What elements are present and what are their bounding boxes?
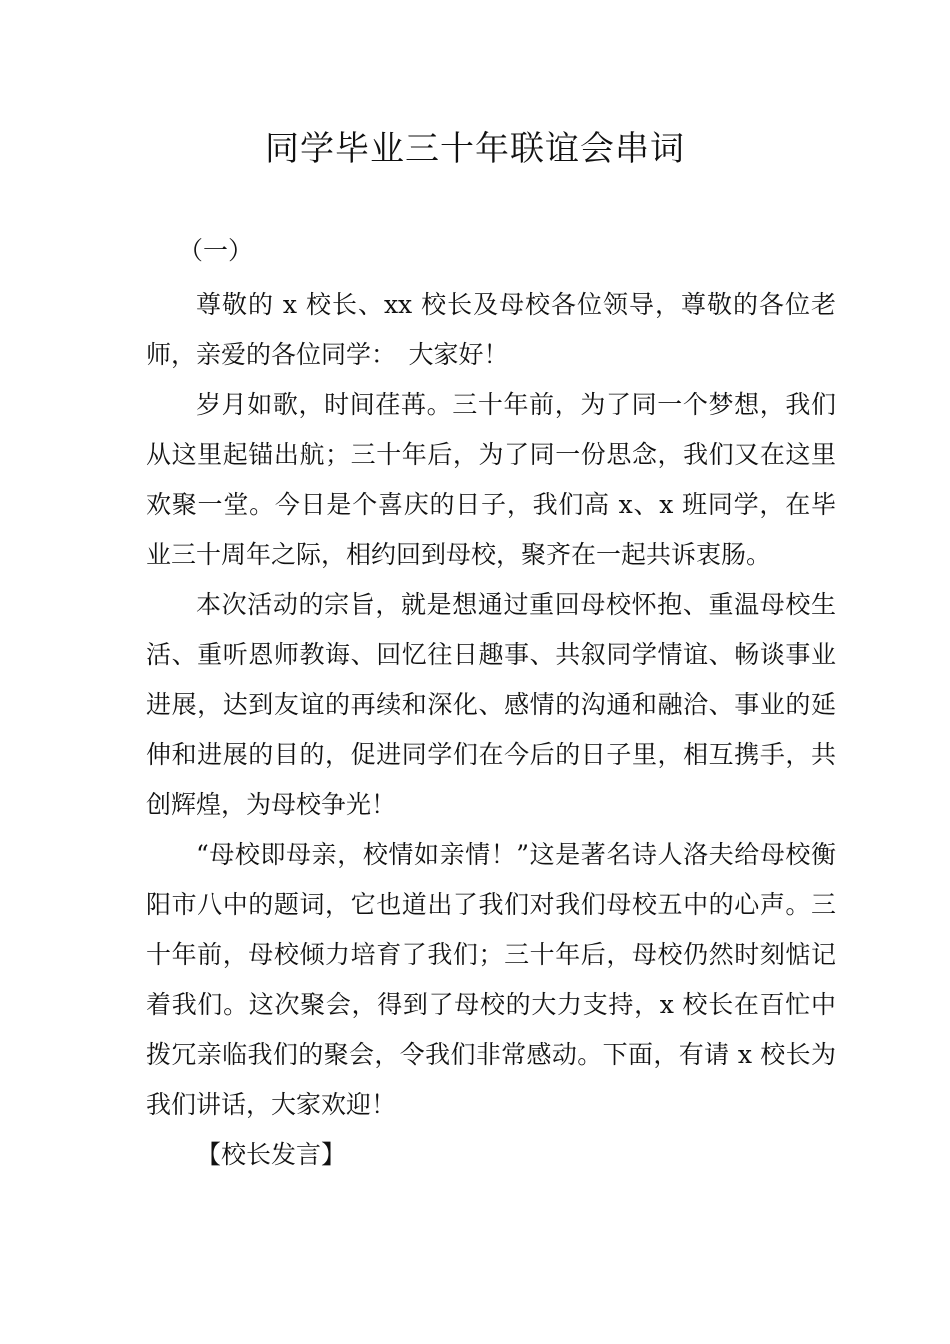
paragraph-greeting: 尊敬的 x 校长、xx 校长及母校各位领导，尊敬的各位老师，亲爱的各位同学： 大家好！: [146, 290, 836, 369]
section-label: （一）: [178, 236, 254, 265]
paragraph-opening: 岁月如歌，时间荏苒。三十年前，为了同一个梦想，我们从这里起锚出航；三十年后，为了同一份思念，我们又在这里欢聚一堂。今日是个喜庆的日子，我们高 x、x 班同学，在毕业三十周年之际，相约回到母校，聚齐在一起共诉衷肠。: [146, 390, 836, 569]
document-body: [146, 226, 836, 1180]
paragraph-purpose: 本次活动的宗旨，就是想通过重回母校怀抱、重温母校生活、重听恩师教诲、回忆往日趣事、共叙同学情谊、畅谈事业进展，达到友谊的再续和深化、感情的沟通和融洽、事业的延伸和进展的目的，促进同学们在今后的日子里，相互携手，共创辉煌，为母校争光！: [146, 590, 836, 819]
paragraph-principal-speech: 【校长发言】: [196, 1140, 347, 1169]
paragraph-school-tribute: “母校即母亲，校情如亲情！”这是著名诗人洛夫给母校衡阳市八中的题词，它也道出了我们对我们母校五中的心声。三十年前，母校倾力培育了我们；三十年后，母校仍然时刻惦记着我们。这次聚会，得到了母校的大力支持，x 校长在百忙中拨冗亲临我们的聚会，令我们非常感动。下面，有请 x 校长为我们讲话，大家欢迎！: [146, 840, 836, 1119]
document-title: 同学毕业三十年联谊会串词: [265, 129, 685, 169]
